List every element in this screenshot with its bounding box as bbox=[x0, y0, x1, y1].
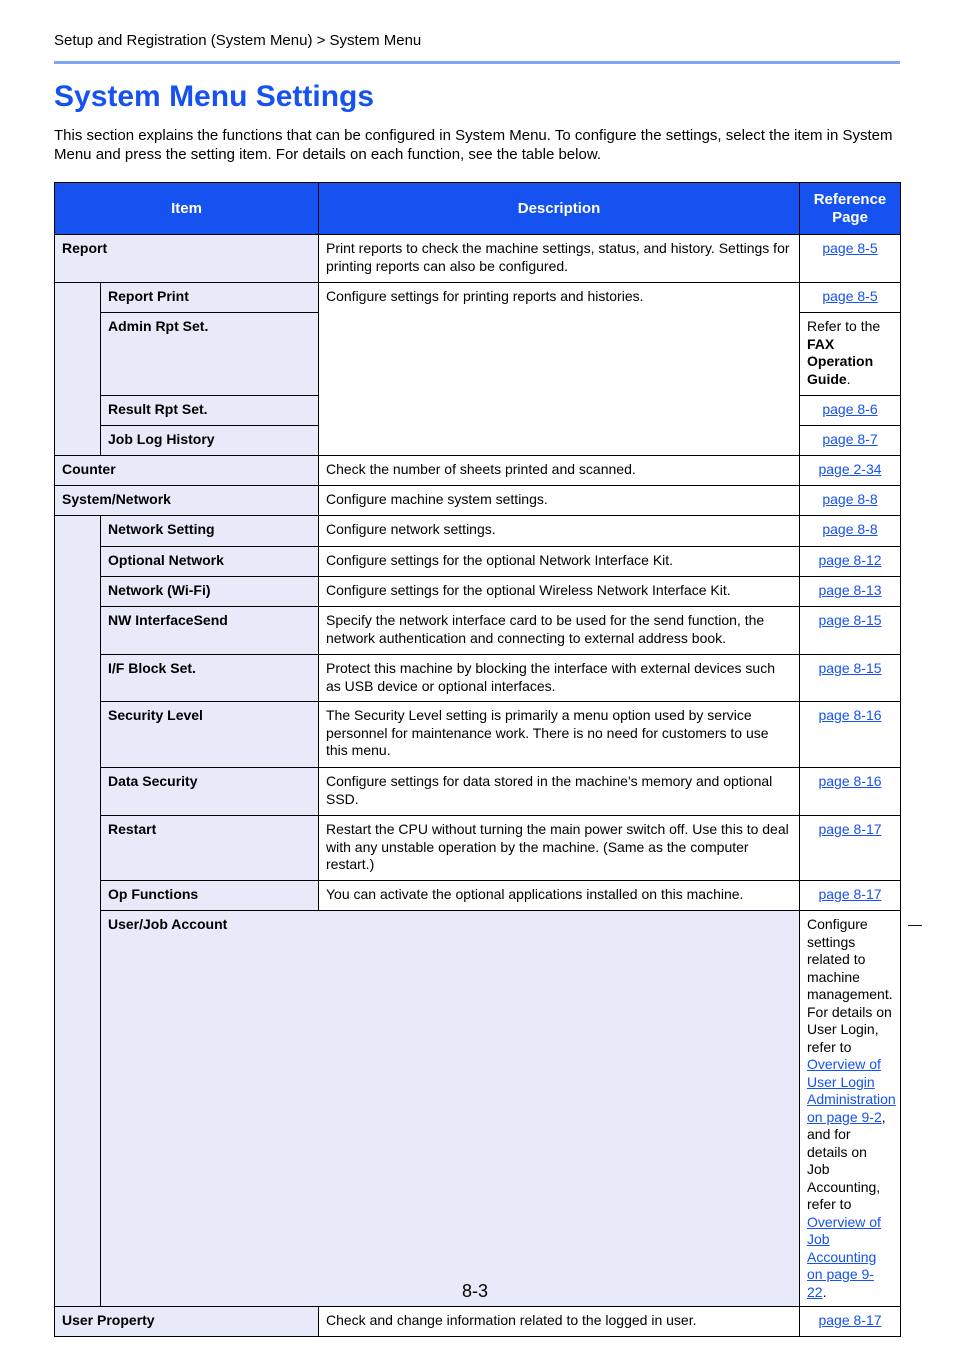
table-row bbox=[55, 702, 901, 768]
ref-text-end: . bbox=[846, 370, 851, 387]
table-row bbox=[55, 456, 901, 486]
row-item-admin-rpt: Admin Rpt Set. bbox=[101, 313, 319, 396]
page-link[interactable]: page 8-5 bbox=[822, 288, 878, 304]
row-item-nw-interfacesend: NW InterfaceSend bbox=[101, 607, 319, 655]
row-item-network-wifi: Network (Wi-Fi) bbox=[101, 577, 319, 607]
row-item-data-security: Data Security bbox=[101, 768, 319, 816]
row-ref-report bbox=[800, 235, 901, 283]
row-desc-system-network: Configure machine system settings. bbox=[319, 486, 800, 516]
row-item-op-functions: Op Functions bbox=[101, 881, 319, 911]
table-row bbox=[55, 486, 901, 516]
page-link[interactable]: page 8-15 bbox=[818, 612, 882, 628]
table-row bbox=[55, 283, 901, 313]
row-ref-report-print bbox=[800, 283, 901, 313]
row-item-result-rpt: Result Rpt Set. bbox=[101, 396, 319, 426]
desc-text: , and for details on Job Accounting, refer to bbox=[807, 1108, 886, 1212]
row-ref-if-block bbox=[800, 655, 901, 702]
indent-spacer bbox=[55, 283, 101, 456]
row-desc-user-job-account bbox=[800, 911, 901, 1307]
page-link[interactable]: page 8-8 bbox=[822, 491, 878, 507]
table-header-row bbox=[55, 183, 901, 235]
row-ref-restart bbox=[800, 816, 901, 881]
row-item-security-level: Security Level bbox=[101, 702, 319, 768]
row-ref-data-security bbox=[800, 768, 901, 816]
page-link[interactable]: page 8-12 bbox=[818, 552, 882, 568]
page-link[interactable]: page 2-34 bbox=[818, 461, 882, 477]
row-desc-if-block: Protect this machine by blocking the interface with external devices such as USB device or optional interfaces. bbox=[319, 655, 800, 702]
page-link[interactable]: page 8-6 bbox=[822, 401, 878, 417]
page-link[interactable]: page 8-17 bbox=[818, 886, 882, 902]
row-desc-data-security: Configure settings for data stored in the machine's memory and optional SSD. bbox=[319, 768, 800, 816]
row-desc-user-property: Check and change information related to the logged in user. bbox=[319, 1307, 800, 1337]
row-item-optional-network: Optional Network bbox=[101, 547, 319, 577]
row-ref-network-wifi bbox=[800, 577, 901, 607]
page-link[interactable]: page 8-13 bbox=[818, 582, 882, 598]
row-desc-security-level: The Security Level setting is primarily a menu option used by service personnel for maintenance work. There is no need for customers to use this menu. bbox=[319, 702, 800, 768]
page-link[interactable]: page 8-17 bbox=[818, 821, 882, 837]
intro-paragraph: This section explains the functions that can be configured in System Menu. To configure the settings, select the item in System Menu and press the setting item. For details on each function, see the table below. bbox=[54, 127, 893, 163]
page-link[interactable]: page 8-5 bbox=[822, 240, 878, 256]
row-ref-job-log bbox=[800, 426, 901, 456]
table-row bbox=[55, 547, 901, 577]
row-item-report-print: Report Print bbox=[101, 283, 319, 313]
table-row bbox=[55, 516, 901, 547]
row-item-restart: Restart bbox=[101, 816, 319, 881]
table-row bbox=[55, 607, 901, 655]
row-item-user-property: User Property bbox=[55, 1307, 319, 1337]
page-link[interactable]: page 8-16 bbox=[818, 773, 882, 789]
page-number: 8-3 bbox=[462, 1281, 489, 1301]
row-ref-user-property bbox=[800, 1307, 901, 1337]
table-row bbox=[55, 577, 901, 607]
header-description: Description bbox=[319, 183, 800, 235]
row-item-job-log: Job Log History bbox=[101, 426, 319, 456]
desc-text: Configure settings related to machine management. For details on User Login, refer to bbox=[807, 916, 893, 1055]
row-desc-network-wifi: Configure settings for the optional Wireless Network Interface Kit. bbox=[319, 577, 800, 607]
header-divider bbox=[54, 61, 900, 64]
row-ref-network-setting bbox=[800, 516, 901, 547]
table-row bbox=[55, 881, 901, 911]
row-desc-network-setting: Configure network settings. bbox=[319, 516, 800, 547]
row-item-network-setting: Network Setting bbox=[101, 516, 319, 547]
ref-guide-name: FAX Operation Guide bbox=[807, 335, 874, 387]
breadcrumb: Setup and Registration (System Menu) > System Menu bbox=[54, 32, 422, 49]
row-desc-optional-network: Configure settings for the optional Network Interface Kit. bbox=[319, 547, 800, 577]
table-row: User/Job Account Configure settings related to machine management. For details on User Login, refer to Overview of User Login Administration on page 9-2, and for details on Job Accounting, refer to Overview of Job Accounting on page 9-22. — bbox=[55, 911, 901, 1307]
desc-text: . bbox=[822, 1283, 827, 1300]
row-ref-op-functions bbox=[800, 881, 901, 911]
row-desc-restart: Restart the CPU without turning the main power switch off. Use this to deal with any unstable operation by the machine. (Same as the computer restart.) bbox=[319, 816, 800, 881]
row-ref-security-level bbox=[800, 702, 901, 768]
row-desc-counter: Check the number of sheets printed and scanned. bbox=[319, 456, 800, 486]
row-ref-system-network bbox=[800, 486, 901, 516]
table-row bbox=[55, 235, 901, 283]
ref-text: Refer to the bbox=[807, 318, 881, 334]
row-item-system-network: System/Network bbox=[55, 486, 319, 516]
page-title: System Menu Settings bbox=[54, 80, 375, 113]
page-link[interactable]: page 8-8 bbox=[822, 521, 878, 537]
user-login-overview-link[interactable]: Overview of User Login Administration on page 9-2 bbox=[807, 1056, 896, 1125]
row-ref-optional-network bbox=[800, 547, 901, 577]
row-ref-result-rpt bbox=[800, 396, 901, 426]
row-item-if-block: I/F Block Set. bbox=[101, 655, 319, 702]
job-accounting-overview-link[interactable]: Overview of Job Accounting on page 9-22 bbox=[807, 1213, 881, 1300]
page-link[interactable]: page 8-7 bbox=[822, 431, 878, 447]
header-item: Item bbox=[55, 183, 319, 235]
table-row bbox=[55, 1307, 901, 1337]
indent-spacer bbox=[55, 516, 101, 1307]
page-link[interactable]: page 8-15 bbox=[818, 660, 882, 676]
row-item-report: Report bbox=[55, 235, 319, 283]
table-row bbox=[55, 655, 901, 702]
row-desc-report-print: Configure settings for printing reports and histories. bbox=[319, 283, 800, 456]
row-item-user-job-account: User/Job Account bbox=[101, 911, 800, 1307]
table-row bbox=[55, 816, 901, 881]
row-desc-nw-interfacesend: Specify the network interface card to be used for the send function, the network authentication and connecting to external address book. bbox=[319, 607, 800, 655]
row-ref-counter bbox=[800, 456, 901, 486]
system-menu-table bbox=[54, 182, 922, 1337]
row-desc-op-functions: You can activate the optional applications installed on this machine. bbox=[319, 881, 800, 911]
page-link[interactable]: page 8-16 bbox=[818, 707, 882, 723]
header-reference-page: Reference Page bbox=[800, 183, 901, 235]
row-desc-report: Print reports to check the machine settings, status, and history. Settings for printing reports can also be configured. bbox=[319, 235, 800, 283]
row-item-counter: Counter bbox=[55, 456, 319, 486]
row-ref-nw-interfacesend bbox=[800, 607, 901, 655]
page-link[interactable]: page 8-17 bbox=[818, 1312, 882, 1328]
table-row bbox=[55, 768, 901, 816]
row-ref-admin-rpt bbox=[800, 313, 901, 396]
